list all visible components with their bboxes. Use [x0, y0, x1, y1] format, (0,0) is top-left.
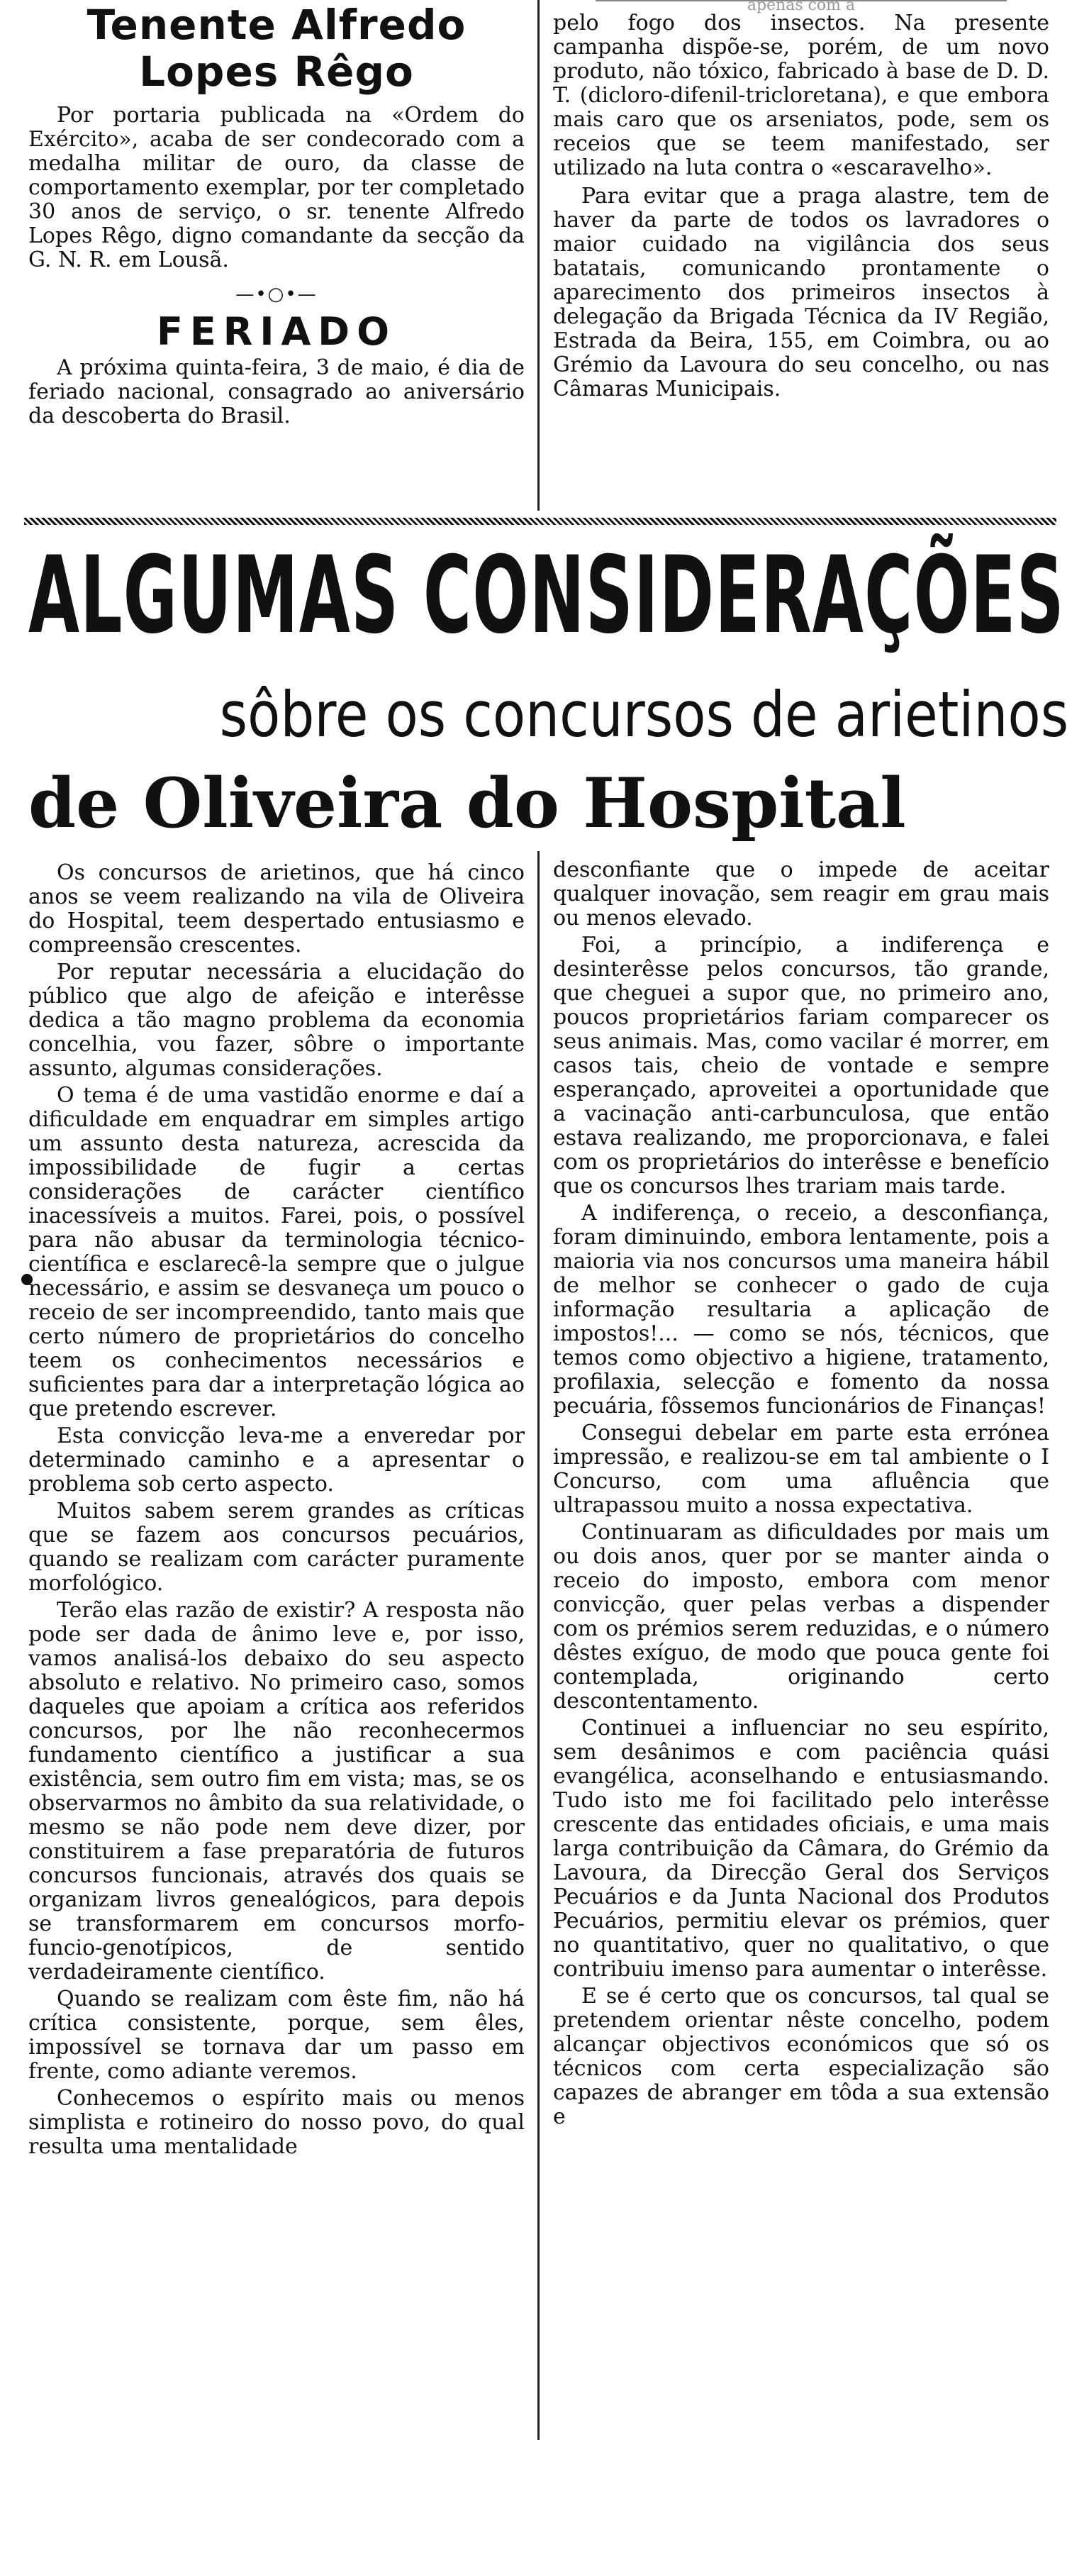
- article-title: ALGUMAS CONSIDERAÇÕES: [28, 534, 1065, 657]
- notice-tenente-headline-line1: Tenente Alfredo: [86, 1, 467, 49]
- article-subtitle: sôbre os concursos de arietinos: [219, 678, 1069, 751]
- top-right-column: [553, 0, 1049, 401]
- notice-tenente-headline-line2: Lopes Rêgo: [139, 48, 414, 96]
- article-paragraph: Quando se realizam com êste fim, não há crítica consistente, porque, sem êles, impossível se tornava dar um passo em frente, como adiante veremos.: [28, 1987, 525, 2084]
- article-paragraph: A indiferença, o receio, a desconfiança, foram diminuindo, embora lentamente, pois a maioria via nos concursos uma maneira hábil de melhor se conhecer o gado de cuja informação resultaria a aplicação de impostos!... — como se nós, técnicos, que temos como objectivo a higiene, tratamento, profilaxia, selecção e fomento da nossa pecuária, fôssemos funcionários de Finanças!: [553, 1201, 1049, 1419]
- column-rule-top: [537, 0, 540, 511]
- column-rule-body: [537, 851, 540, 2440]
- insect-article-paragraph-1: pelo fogo dos insectos. Na presente campanha dispõe-se, porém, de um novo produto, não tóxico, fabricado à base de D. D. T. (dicloro-difenil-tricloretana), e que embora mais caro que os arseniatos, pode, sem os receios que se teem manifestado, ser utilizado na luta contra o «escaravelho».: [553, 11, 1049, 180]
- article-right-column: [553, 858, 1049, 2129]
- notice-feriado-headline: FERIADO: [157, 309, 396, 354]
- article-left-column: [28, 858, 525, 2159]
- top-left-column: [28, 0, 525, 428]
- article-paragraph: Os concursos de arietinos, que há cinco anos se veem realizando na vila de Oliveira do Hospital, teem despertado entusiasmo e compreensão crescentes.: [28, 860, 525, 957]
- article-paragraph: Continuei a influenciar no seu espírito, sem desânimos e com paciência quási evangélica, aconselhando e entusiasmando. Tudo isto me foi facilitado pelo interêsse crescente das entidades oficiais, e uma mais larga contribuição da Câmara, do Grémio da Lavoura, da Direcção Geral dos Serviços Pecuários e da Junta Nacional dos Produtos Pecuários, permitiu elevar os prémios, quer no quantitativo, quer no qualitativo, o que contribuiu imenso para aumentar o interêsse.: [553, 1716, 1049, 1982]
- article-paragraph: Por reputar necessária a elucidação do público que algo de afeição e interêsse dedica a tão magno problema da economia concelhia, vou fazer, sôbre o importante assunto, algumas considerações.: [28, 960, 525, 1081]
- article-paragraph: Terão elas razão de existir? A resposta não pode ser dada de ânimo leve e, por isso, vamos analisá-los debaixo do seu aspecto absoluto e relativo. No primeiro caso, somos daqueles que apoiam a crítica aos referidos concursos, por lhe não reconhecermos fundamento científico a justificar a sua existência, sem outro fim em vista; mas, se os observarmos no âmbito da sua relatividade, o mesmo se não pode nem deve dizer, por constituirem a fase preparatória de futuros concursos funcionais, através dos quais se organizam livros genealógicos, para depois se transformarem em concursos morfo-funcio-genotípicos, de sentido verdadeiramente científico.: [28, 1598, 525, 1984]
- notice-feriado-body: A próxima quinta-feira, 3 de maio, é dia de feriado nacional, consagrado ao aniversário da descoberta do Brasil.: [28, 355, 525, 428]
- article-paragraph: Foi, a princípio, a indiferença e desinterêsse pelos concursos, tão grande, que cheguei a supor que, no primeiro ano, poucos proprietários fariam comparecer os seus animais. Mas, como vacilar é morrer, em casos tais, cheio de vontade e sempre esperançado, aproveitei a oportunidade que a vacinação anti-carbunculosa, que então estava realizando, me proporcionava, e falei com os proprietários do interêsse e benefício que os concursos lhes trariam mais tarde.: [553, 933, 1049, 1199]
- notice-tenente: [28, 3, 525, 272]
- article-paragraph: O tema é de uma vastidão enorme e daí a dificuldade em enquadrar em simples artigo um assunto desta natureza, acrescida da impossibilidade de fugir a certas considerações de carácter científico inacessíveis a muitos. Farei, pois, o possível para não abusar da terminologia técnico-científica e esclarecê-la sempre que o julgue necessário, e assim se desvaneça um pouco o receio de ser incompreendido, tanto mais que certo número de proprietários do concelho teem os conhecimentos necessários e suficientes para dar a interpretação lógica ao que pretendo escrever.: [28, 1083, 525, 1421]
- article-subtitle-location: de Oliveira do Hospital: [28, 763, 906, 843]
- top-section: [0, 0, 1089, 511]
- notice-tenente-body: Por portaria publicada na «Ordem do Exército», acaba de ser condecorado com a medalha militar de ouro, da classe de comportamento exemplar, por ter completado 30 anos de serviço, o sr. tenente Alfredo Lopes Rêgo, digno comandante da secção da G. N. R. em Lousã.: [28, 103, 525, 272]
- article-paragraph-continued: desconfiante que o impede de aceitar qualquer inovação, sem reagir em grau mais ou menos elevado.: [553, 857, 1049, 931]
- insect-article-paragraph-2: Para evitar que a praga alastre, tem de haver da parte de todos os lavradores o maior cuidado na vigilância dos seus batatais, comunicando prontamente o aparecimento dos primeiros insectos à delegação da Brigada Técnica da IV Região, Estrada da Beira, 155, em Coimbra, ou ao Grémio da Lavoura do seu concelho, ou nas Câmaras Municipais.: [553, 184, 1049, 401]
- article-paragraph: Consegui debelar em parte esta errónea impressão, e realizou-se em tal ambiente o I Concurso, com uma afluência que ultrapassou muito a nossa expectativa.: [553, 1421, 1049, 1518]
- notice-feriado: [28, 311, 525, 428]
- bottom-margin: [0, 2454, 1089, 2576]
- article-paragraph: Conhecemos o espírito mais ou menos simplista e rotineiro do nosso povo, do qual resulta uma mentalidade: [28, 2086, 525, 2159]
- cut-off-line: [596, 0, 1007, 14]
- article-paragraph: Esta convicção leva-me a enveredar por determinado caminho e a apresentar o problema sob certo aspecto.: [28, 1423, 525, 1497]
- ornament-divider: —•○•—: [235, 284, 318, 305]
- article-paragraph: E se é certo que os concursos, tal qual se pretendem orientar nêste concelho, podem alcançar objectivos económicos que só os técnicos com certa especialização são capazes de abranger em tôda a sua extensão e: [553, 1984, 1049, 2129]
- article-paragraph: Continuaram as dificuldades por mais um ou dois anos, quer por se manter ainda o receio do imposto, embora com menor convicção, quer pelas verbas a dispender com os prémios serem reduzidas, e o número dêstes exíguo, de modo que pouca gente foi contemplada, originando certo descontentamento.: [553, 1520, 1049, 1714]
- section-separator: [24, 518, 1056, 525]
- article-paragraph: Muitos sabem serem grandes as críticas que se fazem aos concursos pecuários, quando se realizam com carácter puramente morfológico.: [28, 1499, 525, 1596]
- cut-off-text: apenas com a: [747, 0, 856, 14]
